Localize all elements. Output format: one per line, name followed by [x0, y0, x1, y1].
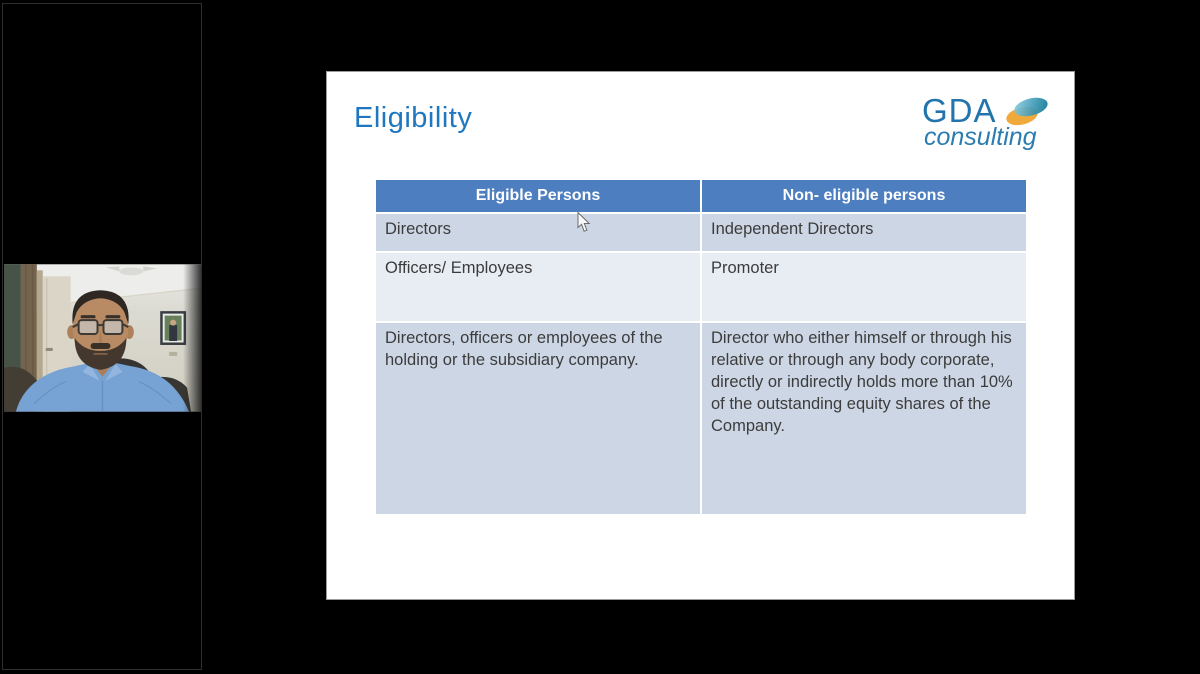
logo-text: GDA: [922, 92, 997, 129]
participant-video-panel: [2, 3, 202, 670]
gda-consulting-logo: [922, 94, 1072, 150]
table-cell: Officers/ Employees: [376, 253, 700, 321]
logo-swoosh-icon: [1004, 96, 1050, 126]
table-cell: Directors, officers or employees of the holding or the subsidiary company.: [376, 323, 700, 514]
table-cell: Director who either himself or through his relative or through any body corporate, directly or indirectly holds more than 10% of the outstanding equity shares of the Company.: [702, 323, 1026, 514]
eligibility-table: [376, 180, 1026, 514]
table-cell: Directors: [376, 214, 700, 251]
presenter-video-frame: [4, 264, 201, 412]
webcam-feed: [4, 264, 201, 412]
logo-tagline: consulting: [924, 123, 1037, 151]
table-cell: Independent Directors: [702, 214, 1026, 251]
slide-title: Eligibility: [354, 102, 473, 134]
table-cell: Promoter: [702, 253, 1026, 321]
mouse-cursor-icon: [577, 212, 591, 233]
table-header-eligible: Eligible Persons: [376, 180, 700, 212]
presentation-slide: [326, 71, 1075, 600]
table-header-non-eligible: Non- eligible persons: [702, 180, 1026, 212]
